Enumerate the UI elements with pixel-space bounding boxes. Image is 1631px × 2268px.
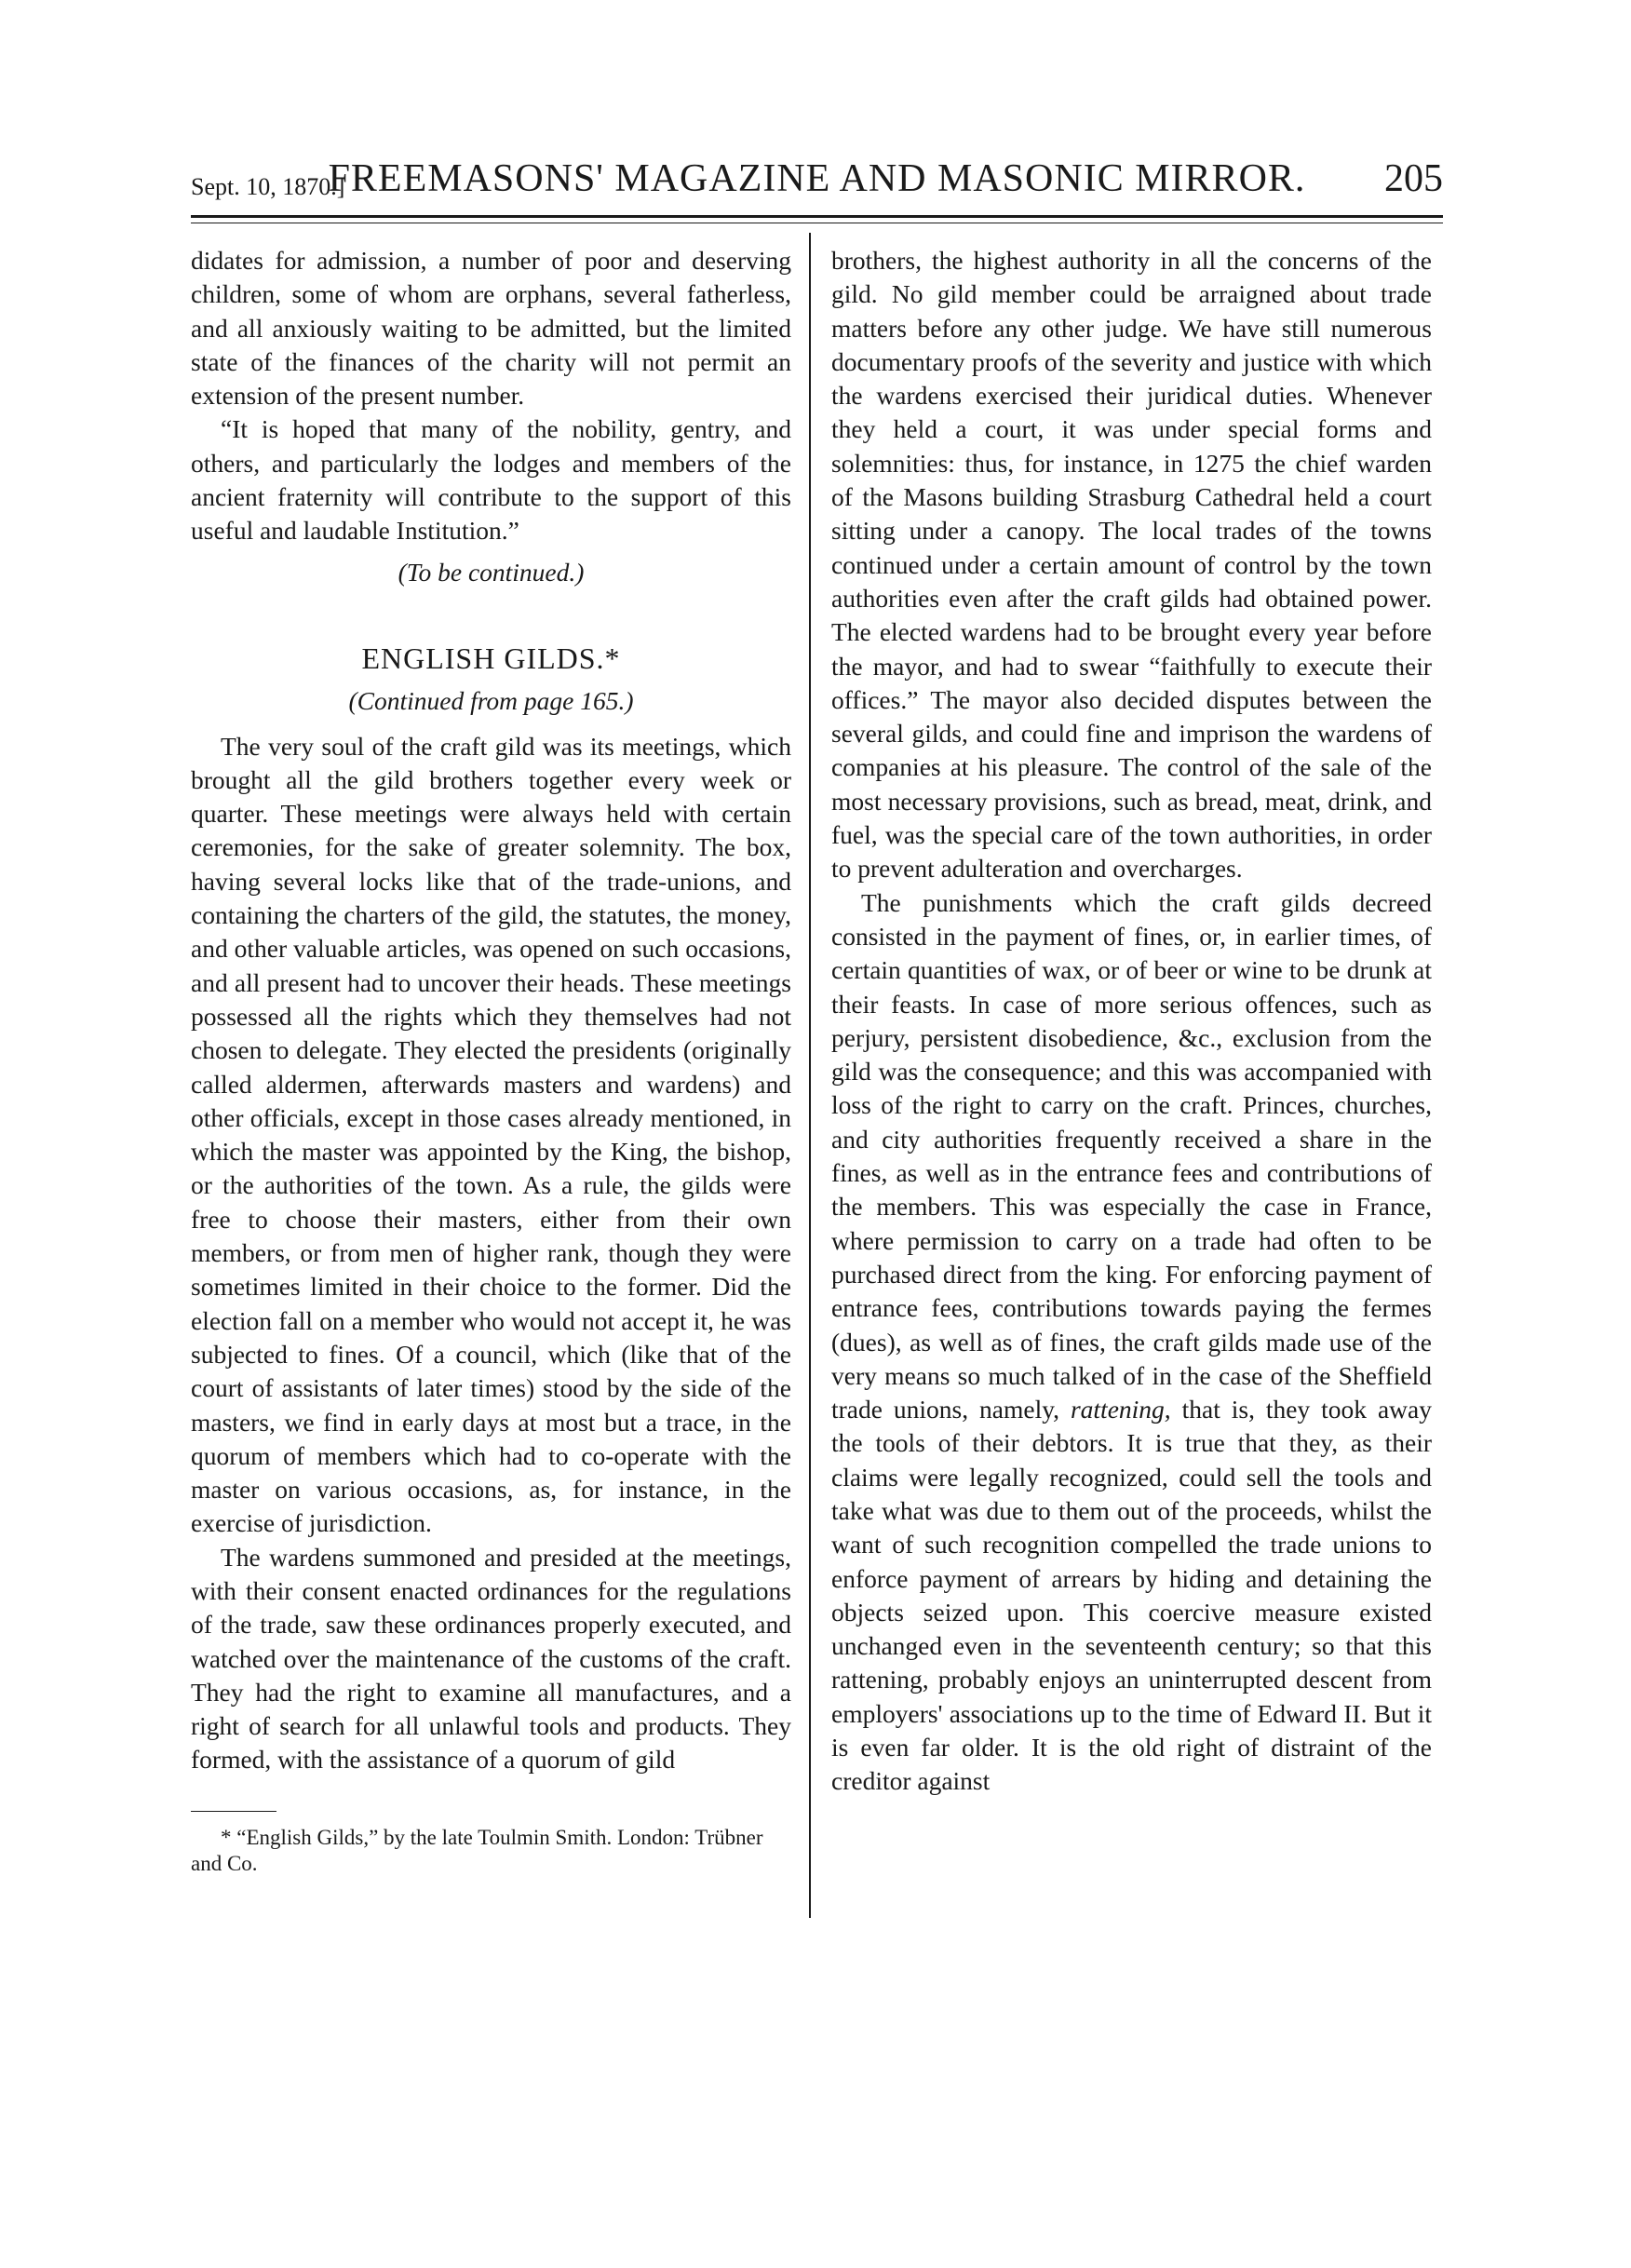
- paragraph-text: The punishments which the craft gilds decreed consisted in the payment of fines, or, in earlier times, of certain quantities of wax, or of beer or wine to be drunk at their feasts. In case of more serious offences, such as perjury, persistent disobedience, &c., exclusion from the gild was the consequence; and this was accompanied with loss of the right to carry on the craft. Princes, churches, and city authorities frequently received a share in the fines, as well as in the entrance fees and contributions of the members. This was especially the case in France, where permission to carry on a trade had often to be purchased direct from the king. For enforcing payment of entrance fees, contributions towards paying the fermes (dues), as well as of fines, the craft gilds made use of the very means so much talked of in the case of the Sheffield trade unions, namely,: [831, 887, 1432, 1424]
- page-header: [191, 156, 1443, 212]
- article-heading: ENGLISH GILDS.*: [361, 641, 621, 675]
- issue-date: Sept. 10, 1870.]: [191, 173, 345, 200]
- paragraph: [831, 886, 1432, 1799]
- emphasis-rattening: rattening,: [1070, 1395, 1171, 1424]
- header-rule-thick: [191, 215, 1443, 218]
- paragraph-text: that is, they took away the tools of their debtors. It is true that they, as their claims were legally recognized, could sell the tools and take what was due to them out of the proceeds, whilst the want of such recognition compelled the trade unions to enforce payment of arrears by hiding and detaining the objects seized upon. This coercive measure existed unchanged even in the seventeenth century; so that this rattening, probably enjoys an uninterrupted descent from employers' associations up to the time of Edward II. But it is even far older. It is the old right of distraint of the creditor against: [831, 1395, 1432, 1796]
- footnote-rule: [191, 1811, 276, 1812]
- paragraph: The very soul of the craft gild was its meetings, which brought all the gild brothers together every week or quarter. These meetings were always held with certain ceremonies, for the sake of greater solemnity. The box, having several locks like that of the trade-unions, and containing the charters of the gild, the statutes, the money, and other valuable articles, was opened on such occasions, and all present had to uncover their heads. These meetings possessed all the rights which they themselves had not chosen to delegate. They elected the presidents (originally called aldermen, afterwards masters and wardens) and other officials, except in those cases already mentioned, in which the master was appointed by the King, the bishop, or the authorities of the town. As a rule, the gilds were free to choose their masters, either from their own members, or from men of higher rank, though they were sometimes limited in their choice to the former. Did the election fall on a member who would not accept it, he was subjected to fines. Of a council, which (like that of the court of assistants of later times) stood by the side of the masters, we find in early days at most but a trace, in the quorum of members which had to co-operate with the master on various occasions, as, for instance, in the exercise of jurisdiction.: [191, 731, 791, 1538]
- page-number: 205: [1384, 157, 1443, 200]
- right-column: [831, 244, 1432, 1799]
- paragraph: brothers, the highest authority in all the concerns of the gild. No gild member could be arraigned about trade matters before any other judge. We have still numerous documentary proofs of the severity and justice with which the wardens exercised their juridical duties. Whenever they held a court, it was under special forms and solemnities: thus, for instance, in 1275 the chief warden of the Masons building Strasburg Cathedral held a court sitting under a canopy. The local trades of the towns continued under a certain amount of control by the town authorities even after the craft gilds had obtained power. The elected wardens had to be brought every year before the mayor, and had to swear “faithfully to execute their offices.” The mayor also decided disputes between the several gilds, and could fine and imprison the wardens of companies at his pleasure. The control of the sale of the most necessary provisions, such as bread, meat, drink, and fuel, was the special care of the town authorities, in order to prevent adulteration and overcharges.: [831, 246, 1432, 884]
- paragraph: “It is hoped that many of the nobility, gentry, and others, and particularly the lodges and members of the ancient fraternity will contribute to the support of this useful and laudable Institution.”: [191, 414, 791, 546]
- column-divider: [809, 233, 811, 1918]
- to-be-continued: (To be continued.): [398, 557, 585, 587]
- continued-from: (Continued from page 165.): [348, 686, 634, 716]
- footnote: * “English Gilds,” by the late Toulmin Smith. London: Trübner and Co.: [191, 1825, 763, 1875]
- paragraph: The wardens summoned and presided at the meetings, with their consent enacted ordinances for the regulations of the trade, saw these ordinances properly executed, and watched over the maintenance of the customs of the craft. They had the right to examine all manufactures, and a right of search for all unlawful tools and products. They formed, with the assistance of a quorum of gild: [191, 1542, 791, 1775]
- running-title: FREEMASONS' MAGAZINE AND MASONIC MIRROR.: [328, 157, 1306, 200]
- paragraph: didates for admission, a number of poor and deserving children, some of whom are orphans, several fatherless, and all anxiously waiting to be admitted, but the limited state of the finances of the charity will not permit an extension of the present number.: [191, 246, 791, 411]
- left-column: [191, 244, 791, 1877]
